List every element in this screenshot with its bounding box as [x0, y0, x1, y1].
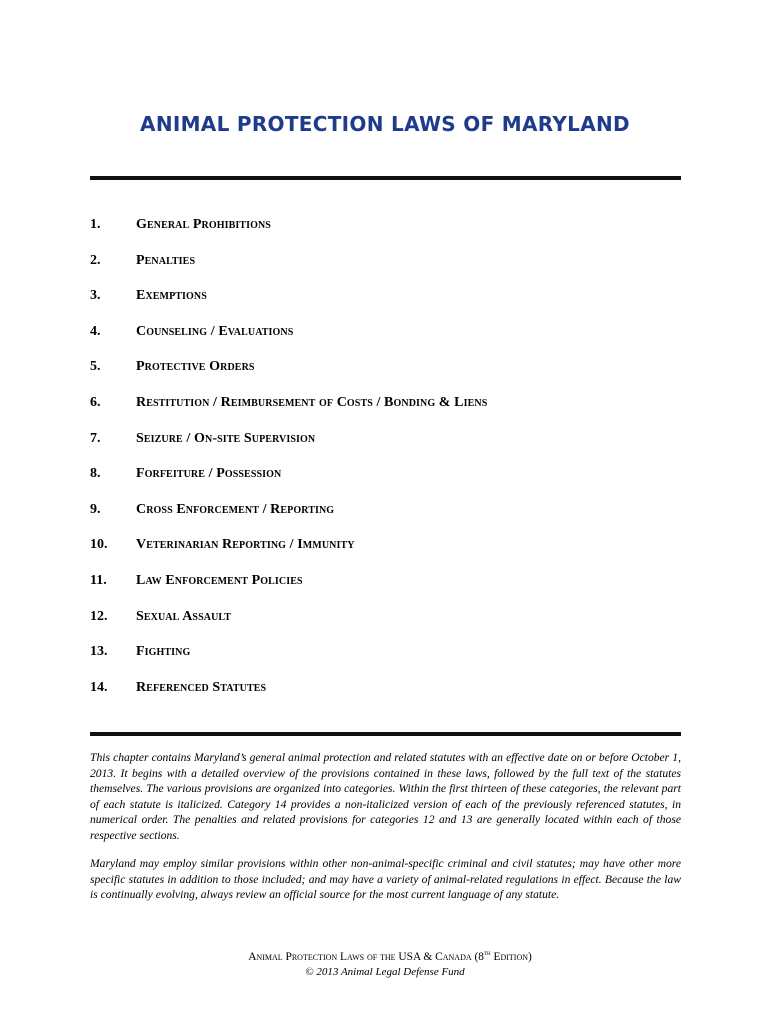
footer-edition-label: Edition) [490, 951, 532, 963]
toc-item [90, 502, 690, 538]
footer-publication [0, 950, 770, 965]
table-of-contents [90, 217, 690, 715]
top-divider [90, 176, 681, 180]
footer-copyright: © 2013 Animal Legal Defense Fund [305, 966, 465, 978]
toc-number: 2. [90, 252, 101, 268]
toc-number: 7. [90, 430, 101, 446]
footer-edition-suffix: th [483, 949, 491, 958]
toc-item [90, 573, 690, 609]
toc-item [90, 253, 690, 289]
toc-item [90, 395, 690, 431]
toc-label: Exemptions [136, 288, 207, 304]
toc-label: General Prohibitions [136, 217, 271, 232]
toc-number: 8. [90, 466, 101, 482]
toc-label: Restitution / Reimbursement of Costs / Bonding & Liens [136, 394, 488, 410]
toc-label: Protective Orders [136, 359, 255, 375]
page-title: ANIMAL PROTECTION LAWS OF MARYLAND [140, 112, 630, 136]
disclaimer-paragraph: Maryland may employ similar provisions within other non-animal-specific criminal and civil statutes; may have other more specific statutes in addition to those included; and may have a variety of animal-related regulations in effect. Because the law is continually evolving, always review an official source for the most current language of any statute. [90, 857, 681, 902]
toc-item [90, 644, 690, 680]
toc-number: 1. [90, 217, 101, 232]
toc-label: Counseling / Evaluations [136, 323, 294, 339]
toc-number: 13. [90, 644, 108, 660]
toc-item [90, 288, 690, 324]
toc-item [90, 466, 690, 502]
toc-item [90, 324, 690, 360]
toc-number: 6. [90, 394, 101, 410]
toc-number: 12. [90, 608, 108, 624]
toc-label: Seizure / On-site Supervision [136, 430, 316, 446]
toc-item [90, 609, 690, 645]
toc-number: 4. [90, 323, 101, 339]
toc-label: Forfeiture / Possession [136, 466, 282, 482]
toc-number: 11. [90, 572, 107, 588]
intro-paragraph: This chapter contains Maryland’s general animal protection and related statutes with an effective date on or before October 1, 2013. It begins with a detailed overview of the provisions contained in these laws, followed by the full text of the statutes themselves. The various provisions are organized into categories. Within the first thirteen of these categories, the relevant part of each statute is italicized. Category 14 provides a non-italicized version of each of the previously referenced statutes, in numerical order. The penalties and related provisions for categories 12 and 13 are generally located within each of those respective sections. [90, 751, 681, 842]
toc-item [90, 359, 690, 395]
toc-label: Veterinarian Reporting / Immunity [136, 537, 355, 553]
toc-item [90, 431, 690, 467]
toc-number: 9. [90, 501, 101, 517]
toc-label: Sexual Assault [136, 608, 232, 624]
footer-publication-title: Animal Protection Laws of the USA & Canada (8 [248, 951, 484, 963]
toc-item [90, 680, 690, 716]
toc-label: Penalties [136, 252, 196, 268]
toc-label: Referenced Statutes [136, 679, 267, 695]
bottom-divider [90, 732, 681, 736]
toc-label: Fighting [136, 644, 191, 660]
toc-number: 3. [90, 288, 101, 304]
toc-label: Law Enforcement Policies [136, 572, 303, 588]
toc-number: 5. [90, 359, 101, 375]
toc-label: Cross Enforcement / Reporting [136, 501, 335, 517]
toc-item [90, 217, 690, 253]
toc-item [90, 537, 690, 573]
toc-number: 10. [90, 537, 108, 553]
page-footer [0, 950, 770, 980]
toc-number: 14. [90, 679, 108, 695]
